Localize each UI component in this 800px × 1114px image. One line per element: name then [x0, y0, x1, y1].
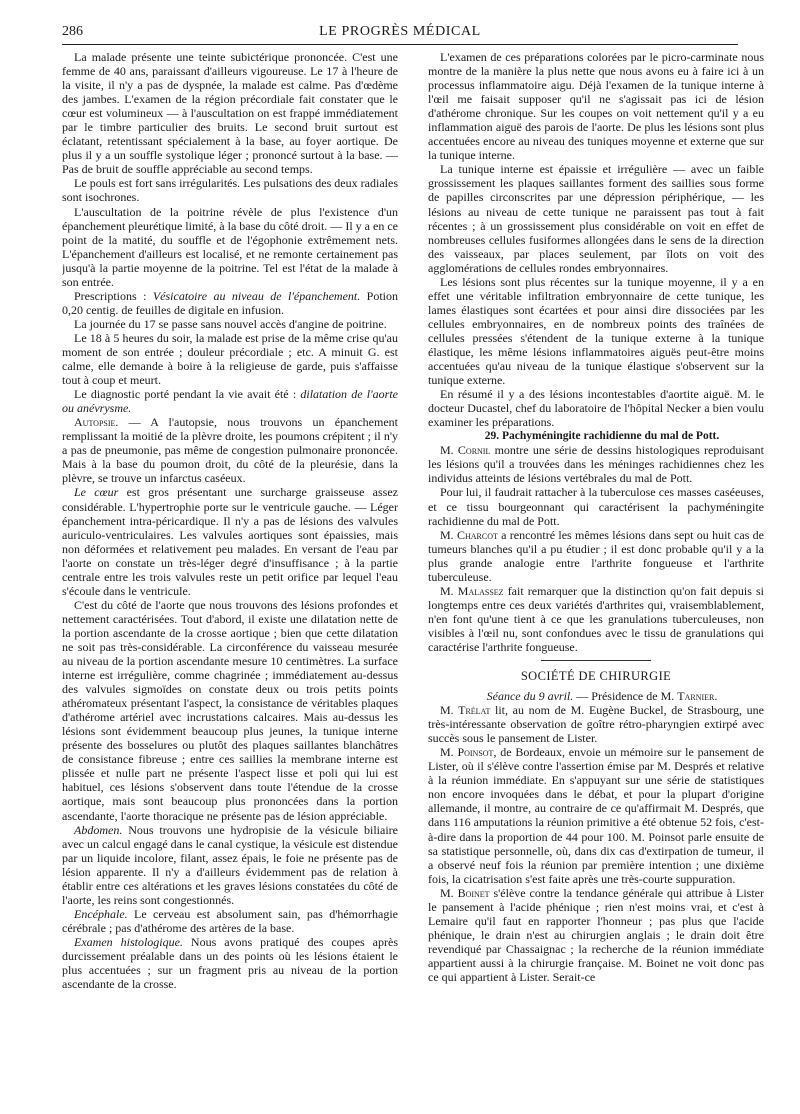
paragraph: [428, 443, 764, 485]
page-number: 286: [62, 24, 83, 39]
paragraph: [62, 387, 398, 415]
paragraph-text: Le pouls est fort sans irrégularités. Les pulsations des deux radiales sont isochrones.: [62, 176, 398, 205]
paragraph: [428, 50, 764, 162]
paragraph: [62, 50, 398, 176]
italic-lead: Abdomen.: [74, 822, 123, 837]
paragraph: [62, 598, 398, 823]
paragraph-lead: Le diagnostic porté pendant la vie avait été :: [74, 387, 301, 402]
paragraph-text: En résumé il y a des lésions incontestables d'aortite aiguë. M. le docteur Ducastel, chef du laboratoire de l'hôpital Necker a bien voulu examiner les préparations.: [428, 387, 764, 430]
paragraph-text: La malade présente une teinte subictérique prononcée. C'est une femme de 40 ans, paraissant d'ailleurs vigoureuse. Le 17 à l'heure de la visite, il n'y a pas de dyspnée, la malade est calme. Pas d'œdème des jambes. L'examen de la région précordiale fait constater que le cœur est volumineux — à l'auscultation on est frappé immédiatement par le timbre particulier des bruits. Le second bruit surtout est éclatant, retentissant spécialement à la base, au foyer aortique. De plus il y a un souffle systolique léger ; prononcé surtout à la base. — Pas de bruit de souffle appréciable au second temps.: [62, 50, 398, 177]
paragraph-text: La tunique interne est épaissie et irrégulière — avec un faible grossissement les plaques saillantes forment des saillies sous forme de papilles circonscrites par une dépression périphérique, — les lésions au niveau de cette tunique ne paraissent pas tout à fait récentes ; à un grossissement plus considérable on voit en effet de nombreuses cellules fusiformes allongées dans le sens de la direction des vaisseaux, par places seulement, par îlots on voit des agglomérations de cellules rondes embryonnaires.: [428, 162, 764, 275]
paragraph-text: fait remarquer que la distinction qu'on fait depuis si longtemps entre ces deux variétés d'arthrites qui, vraisemblablement, n'en font qu'une tient à ce que les granulations tuberculeuses, non visibles à l'œil nu, sont confondues avec le tissu de granulations qui caractérise l'arthrite fongueuse.: [428, 583, 764, 654]
paragraph: [62, 317, 398, 331]
page-header: [62, 22, 738, 45]
seance-presidence: — Présidence de M.: [573, 689, 678, 704]
paragraph-text: s'élève contre la tendance générale qui attribue à Lister le pansement à l'acide phénique ; rien n'est moins vrai, et c'est à Lemaire qu'il faut en rapporter l'honneur ; pas plus que l'acide phénique, le drain n'est au chirurgien anglais ; le drain doit être revendiqué par Chassaignac ; la recherche de la réunion immédiate appartient aussi à la chirurgie française. M. Boinet ne voit donc pas ce qui appartient à Lister. Serait-ce: [428, 885, 764, 984]
paragraph: [428, 387, 764, 429]
small-caps-lead: M. Trélat: [440, 703, 491, 718]
paragraph-text: est gros présentant une surcharge graisseuse assez considérable. L'hypertrophie porte sur le ventricule gauche. — Léger épanchement intra-péricardique. Il n'y a pas de lésions des valvules auriculo-ventriculaires. Les valvules aortiques sont épaissies, mais non déformées et relativement peu malades. En versant de l'eau par l'aorte on constate un très-léger degré d'insuffisance ; à la partie centrale entre les trois valvules reste un petit orifice par lequel l'eau s'écoule dans le ventricule.: [62, 485, 398, 598]
seance-date: Séance du 9 avril.: [486, 689, 574, 704]
paragraph-text: lit, au nom de M. Eugène Buckel, de Strasbourg, une très-intéressante observation de goître rétro-pharyngien extirpé avec succès sous le pansement de Lister.: [428, 703, 764, 746]
journal-title: LE PROGRÈS MÉDICAL: [319, 24, 481, 39]
paragraph: [62, 331, 398, 387]
paragraph: [428, 485, 764, 527]
paragraph-text: C'est du côté de l'aorte que nous trouvons des lésions profondes et nettement caractérisées. Tout d'abord, il existe une dilatation nette de la portion ascendante de la crosse aortique ; bien que cette dilatation ne soit pas très-considérable. La circonférence du vaisseau mesurée au niveau de la portion ascendante mesure 10 centimètres. La surface interne est irrégulière, comme chagrinée ; immédiatement au-dessus des valvules sigmoïdes on constate deux ou trois petits points athéromateux présentant l'aspect, la consistance de véritables plaques d'athérome artériel avec incrustations calcaires. Mais au-dessus les lésions sont évidemment beaucoup plus jeunes, la tunique interne présente des bosselures ou plutôt des plaques saillantes blanchâtres de consistance fibreuse ; entre ces saillies la membrane interne est plissée et nulle part ne présente l'aspect lisse et poli qui lui est habituel, ces lésions s'observent dans toute l'étendue de la crosse aortique, mais sont beaucoup plus prononcées dans la portion ascendante, l'aorte thoracique ne présente pas de lésion appréciable.: [62, 597, 398, 823]
paragraph: [62, 205, 398, 289]
italic-lead: Le cœur: [74, 485, 119, 500]
pott-paragraphs: [428, 443, 764, 654]
paragraph-text: Nous avons pratiqué des coupes après durcissement préalable dans un des points où les lésions étaient le plus accentuées ; sur un fragment pris au niveau de la portion ascendante de la crosse.: [62, 934, 398, 992]
paragraph: [62, 935, 398, 991]
paragraph: [62, 907, 398, 935]
small-caps-lead: M. Cornil: [440, 443, 491, 458]
paragraph-text: , de Bordeaux, envoie un mémoire sur le pansement de Lister, où il s'élève contre l'assertion émise par M. Després et relative à la réunion immédiate. En s'appuyant sur une série de statistiques non encore invoquées dans le débat, et pour la plupart d'origine allemande, il montre, au contraire de ce qu'affirmait M. Després, que dans 116 amputations la réunion primitive a été obtenue 52 fois, c'est-à-dire dans la proportion de 44 pour 100. M. Poinsot parle ensuite de sa statistique personnelle, où, dans dix cas d'extirpation de tumeur, il a observé neuf fois la réunion par première intention ; une dixième fois, la cicatrisation s'est faite après une très-courte suppuration.: [428, 745, 764, 886]
paragraph: [428, 162, 764, 274]
paragraph: [428, 584, 764, 654]
right-column: [428, 50, 764, 1110]
italic-lead: Encéphale.: [74, 906, 128, 921]
small-caps-lead: M. Charcot: [440, 527, 498, 542]
small-caps-lead: Autopsie.: [74, 415, 119, 430]
histology-paragraphs: [428, 50, 764, 429]
paragraph-text: Les lésions sont plus récentes sur la tunique moyenne, il y a en effet une véritable infiltration embryonnaire de cette tunique, les lames élastiques sont écartées et pour ainsi dire dissociées par les cellules embryonnaires, en de nombreux points des traînées de cellules pressées s'étendent de la tunique externe à la tunique élastique, les même lésions inflammatoires aiguës peut-être moins accentuées qu'au niveau de la tunique élastique s'observent sur la tunique externe.: [428, 274, 764, 388]
paragraph-text: La journée du 17 se passe sans nouvel accès d'angine de poitrine.: [74, 316, 387, 331]
paragraph: [428, 886, 764, 984]
society-title: SOCIÉTÉ DE CHIRURGIE: [520, 669, 672, 684]
paragraph: [62, 176, 398, 204]
paragraph: [62, 485, 398, 597]
paragraph-lead: Prescriptions :: [74, 288, 153, 303]
small-caps-lead: M. Malassez: [440, 583, 504, 598]
paragraph-text: L'examen de ces préparations colorées par le picro-carminate nous montre de la manière la plus nette que nous avons eu à faire ici à un processus inflammatoire aigu. Déjà l'examen de la tunique interne à l'œil me faisait supposer qu'il ne s'agissait pas ici de lésion d'athérome chronique. Sur les coupes on voit nettement qu'il y a eu inflammation aiguë des parois de l'aorte. De plus les lésions sont plus accentuées encore au niveau des tuniques moyenne et externe que sur la tunique interne.: [428, 50, 764, 163]
small-caps-lead: M. Poinsot: [440, 745, 494, 760]
section-divider: [541, 660, 651, 661]
paragraph: [62, 823, 398, 907]
italic-lead: Examen histologique.: [74, 934, 183, 949]
seance-president: Tarnier.: [677, 689, 718, 704]
paragraph-text: L'auscultation de la poitrine révèle de plus l'existence d'un épanchement pleurétique limité, à la base du côté droit. — Il y a en ce point de la matité, du souffle et de l'égophonie extrêmement nets. L'épanchement d'ailleurs est localisé, et ne remonte certainement pas jusqu'à la partie moyenne de la poitrine. Tel est l'état de la malade à son entrée.: [62, 204, 398, 289]
paragraph-text: montre une série de dessins histologiques reproduisant les lésions qu'il a trouvées dans les méninges rachidiennes chez les individus atteints de lésions vertébrales du mal de Pott.: [428, 443, 764, 486]
paragraph-text: Nous trouvons une hydropisie de la vésicule biliaire avec un calcul engagé dans le canal cystique, la vésicule est distendue par un liquide incolore, filant, assez épais, le foie ne présente pas de lésion apparente. Il n'y a d'ailleurs évidemment pas de relation à établir entre ces altérations et les graves lésions constatées du côté de l'aorte, les reins sont congestionnés.: [62, 822, 398, 907]
section-title: 29. Pachyméningite rachidienne du mal de Pott.: [484, 430, 720, 443]
paragraph-text: Pour lui, il faudrait rattacher à la tuberculose ces masses caséeuses, et ce tissu bourgeonnant qui caractérisent la pachyméningite rachidienne du mal de Pott.: [428, 485, 764, 528]
paragraph-text: Le cerveau est absolument sain, pas d'hémorrhagie cérébrale ; pas d'athérome des artères de la base.: [62, 906, 398, 935]
paragraph: [428, 745, 764, 885]
italic-phrase: dilatation de l'aorte ou anévrysme.: [62, 387, 398, 416]
seance-line: [428, 689, 764, 703]
paragraph-text: — A l'autopsie, nous trouvons un épanchement remplissant la moitié de la plèvre droite, les poumons crépitent ; il n'y a pas de pneumonie, pas même de congestion pulmonaire prononcée. Mais à la base du poumon droit, du côté de la pleurésie, dans la plèvre, se trouve un infarctus caséeux.: [62, 415, 398, 486]
small-caps-lead: M. Boinet: [440, 885, 490, 900]
paragraph: [62, 415, 398, 485]
italic-phrase: Vésicatoire au niveau de l'épanchement.: [152, 288, 361, 303]
paragraph: [62, 289, 398, 317]
left-column: [62, 50, 398, 1110]
society-paragraphs: [428, 703, 764, 984]
paragraph-text: Le 18 à 5 heures du soir, la malade est prise de la même crise qu'au moment de son entrée ; douleur précordiale ; etc. A minuit G. est calme, elle demande à boire à la religieuse de garde, puis s'affaisse tout à coup et meurt.: [62, 330, 398, 388]
paragraph-text: a rencontré les mêmes lésions dans sept ou huit cas de tumeurs blanches qu'il a pu étudier ; il est donc probable qu'il y a la plus grande analogie entre l'arthrite fongueuse et l'arthrite tuberculeuse.: [428, 527, 764, 584]
paragraph: [428, 703, 764, 745]
paragraph: [428, 275, 764, 387]
paragraph: [428, 528, 764, 584]
paragraph-text: Potion 0,20 centig. de feuilles de digitale en infusion.: [62, 288, 398, 317]
